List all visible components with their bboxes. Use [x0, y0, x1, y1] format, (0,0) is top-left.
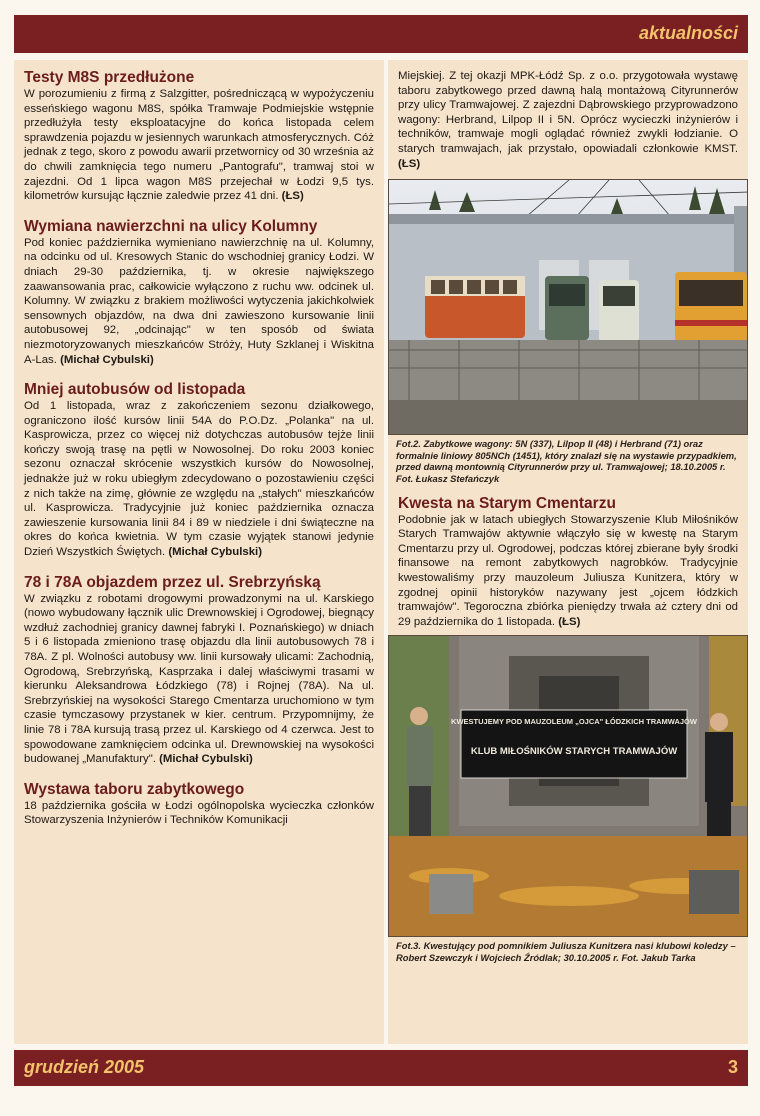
article-text: Od 1 listopada, wraz z zakończeniem sezonu działkowego, ograniczono ilość kursów linii 54A do P.O.Dz. „Polanka" na ul. Kasprowicza, przez co więcej niż dotychczas autobusów tejże linii kończy swoją trasę na pętli w Nowosolnej. Do roku 2003 koniec sezonu oznaczał skrócenie wszystkich kursów do Nowosolnej, jednakże już w roku ubiegłym zdecydowano o pozostawieniu części z nich także na zimę, głównie ze względu na „stałych" mieszkańców ul. Kasprowicza. Tradycyjnie już koniec października oznacza zawieszenie kursowania linii 84 i 89 w niedziele i dni świąteczne na okres do końca kwietnia. W tym czasie wyjątek stanowi jedynie Dzień Wszystkich Świętych.	[24, 400, 374, 559]
article-body	[398, 513, 738, 630]
article-body	[24, 87, 374, 204]
banner-top-text: KWESTUJEMY POD MAUZOLEUM „OJCA" ŁÓDZKICH TRAMWAJÓW	[451, 717, 697, 727]
article-body	[24, 399, 374, 560]
article-text: Podobnie jak w latach ubiegłych Stowarzyszenie Klub Miłośników Starych Tramwajów aktywnie włączyło się w kwestę na Starym Cmentarzu przy ul. Ogrodowej, podczas której zbierane były środki finansowe na remont zabytkowych nagrobków. Tradycyjnie kwestowaliśmy przy mauzoleum Juliusza Kunitzera, który w zgodnej opinii historyków nazywany jest „ojcem łódzkich tramwajów". Tegoroczna zbiórka pieniędzy trwała aż cztery dni od 29 października do 1 listopada.	[398, 513, 738, 628]
photo-historic-trams	[388, 179, 748, 435]
page-footer-bar	[14, 1050, 748, 1086]
historic-trams-illustration	[389, 180, 748, 434]
article-author: (Michał Cybulski)	[60, 353, 154, 366]
page-number: 3	[727, 1057, 738, 1077]
left-column	[14, 60, 384, 1044]
article-testy-m8s	[14, 60, 384, 204]
article-author: (ŁS)	[398, 157, 421, 170]
article-title: 78 i 78A objazdem przez ul. Srebrzyńską	[24, 573, 321, 591]
article-title: Wystawa taboru zabytkowego	[24, 780, 245, 798]
photo-caption: Fot.2. Zabytkowe wagony: 5N (337), Lilpop II (48) i Herbrand (71) oraz formalnie liniowy 805NCh (1451), który znalazł się na wystawie przypadkiem, przed dawną montownią Cityrunnerów przy ul. Tramwajowej; 18.10.2005 r. Fot. Łukasz Stefańczyk	[396, 438, 737, 484]
article-body: 18 października gościła w Łodzi ogólnopolska wycieczka członków Stowarzyszenia Inżynierów i Techników Komunikacji	[24, 799, 374, 827]
article-body	[24, 236, 374, 367]
article-text: Pod koniec października wymieniano nawierzchnię na ul. Kolumny, na odcinku od ul. Kresowych Stanic do wschodniej granicy Łodzi. W dniach 29-30 października, tj. w okresie największego zaawansowania prac, całkowicie wyłączono z ruchu ww. odcinek ul. Kolumny. W związku z brakiem możliwości wytyczenia jakichkolwiek sensownych objazdów, na dwa dni zawieszono kursowanie linii autobusowej 92, „odcinając" w ten sposób od świata niezmotoryzowanych mieszkańców Stróży, Huty Szklanej i Wiskitna A-Las.	[24, 236, 374, 366]
article-body	[398, 69, 738, 171]
article-title: Wymiana nawierzchni na ulicy Kolumny	[24, 217, 318, 235]
article-author: (Michał Cybulski)	[159, 753, 253, 766]
caption-fot2-wrap	[388, 435, 748, 484]
article-mniej-autobusow	[14, 367, 384, 560]
article-body	[24, 592, 374, 767]
article-text: Miejskiej. Z tej okazji MPK-Łódź Sp. z o.o. przygotowała wystawę taboru zabytkowego przed dawną halą montażową Cityrunnerów przy ulicy Tramwajowej. Z zajezdni Dąbrowskiego przyprowadzono wagony: Herbrand, Lilpop II i 5N. Oprócz wycieczki inżynierów i techników, tramwaje mogli oglądać również zwykli łodzianie. O starych tramwajach, jak przystało, opowiadali członkowie KMST.	[398, 70, 738, 155]
photo-cemetery-collection	[388, 635, 748, 937]
article-title: Kwesta na Starym Cmentarzu	[398, 494, 616, 512]
section-label: aktualności	[638, 23, 738, 43]
caption-fot3-wrap	[388, 937, 748, 963]
article-author: (ŁS)	[558, 615, 581, 628]
article-kwesta	[388, 485, 748, 630]
article-wymiana-nawierzchni	[14, 204, 384, 367]
article-author: (ŁS)	[281, 190, 304, 203]
article-title: Mniej autobusów od listopada	[24, 381, 246, 399]
article-wystawa-taboru-continued	[388, 60, 748, 171]
cemetery-collection-illustration	[389, 636, 748, 936]
right-column	[388, 60, 748, 1044]
photo-caption: Fot.3. Kwestujący pod pomnikiem Juliusza Kunitzera nasi klubowi koledzy – Robert Szewczyk i Wojciech Źródlak; 30.10.2005 r. Fot. Jakub Tarka	[396, 940, 736, 963]
section-header-bar	[14, 15, 748, 53]
article-text: W związku z robotami drogowymi prowadzonymi na ul. Karskiego (nowo wybudowany łącznik ulic Drewnowskiej i Ogrodowej, biegnący wzdłuż zachodniej granicy dawnej fabryki I. Poznańskiego) w dniach 5 i 6 listopada zmieniono trasę objazdu dla linii autobusowych 78 i 78A. Z pl. Wolności autobusy ww. linii kursowały ulicami: Zachodnią, Ogrodową, Srebrzyńską, Kasprzaka i dalej właściwymi trasami w kierunku Aleksandrowa Łódzkiego (78) i Rojnej (78A). Na ul. Srebrzyńskiej na wysokości Starego Cmentarza uruchomiono w tym czasie tymczasowy przystanek w kier. centrum. Przypomnijmy, że linie 78 i 78A kursują trasą przez ul. Karskiego od 4 czerwca. Jest to spowodowane zamknięciem odcinka ul. Drewnowskiej na wysokości budowanej „Manufaktury".	[24, 592, 374, 766]
issue-date: grudzień 2005	[24, 1057, 145, 1077]
banner-main-text: KLUB MIŁOŚNIKÓW STARYCH TRAMWAJÓW	[470, 746, 678, 758]
article-text: W porozumieniu z firmą z Salzgitter, pośredniczącą w wypożyczeniu esseńskiego wagonu M8S, spółka Tramwaje Podmiejskie wstępnie przedłużyła testy eksploatacyjne do końca listopada celem sprawdzenia pojazdu w jesiennych warunkach atmosferycznych. Cóż jednak z tego, skoro z powodu awarii przetwornicy od 30 września aż do chwili zamknięcia tego numeru „Pantografu", tramwaj stoi w zajezdni. Od 1 lipca wagon M8S przejechał w Łodzi 9,5 tys. kilometrów kursując łącznie zaledwie przez 41 dni.	[24, 88, 374, 203]
article-title: Testy M8S przedłużone	[24, 69, 195, 86]
article-78-objazd	[14, 560, 384, 767]
article-wystawa-taboru	[14, 767, 384, 828]
article-author: (Michał Cybulski)	[168, 546, 263, 559]
